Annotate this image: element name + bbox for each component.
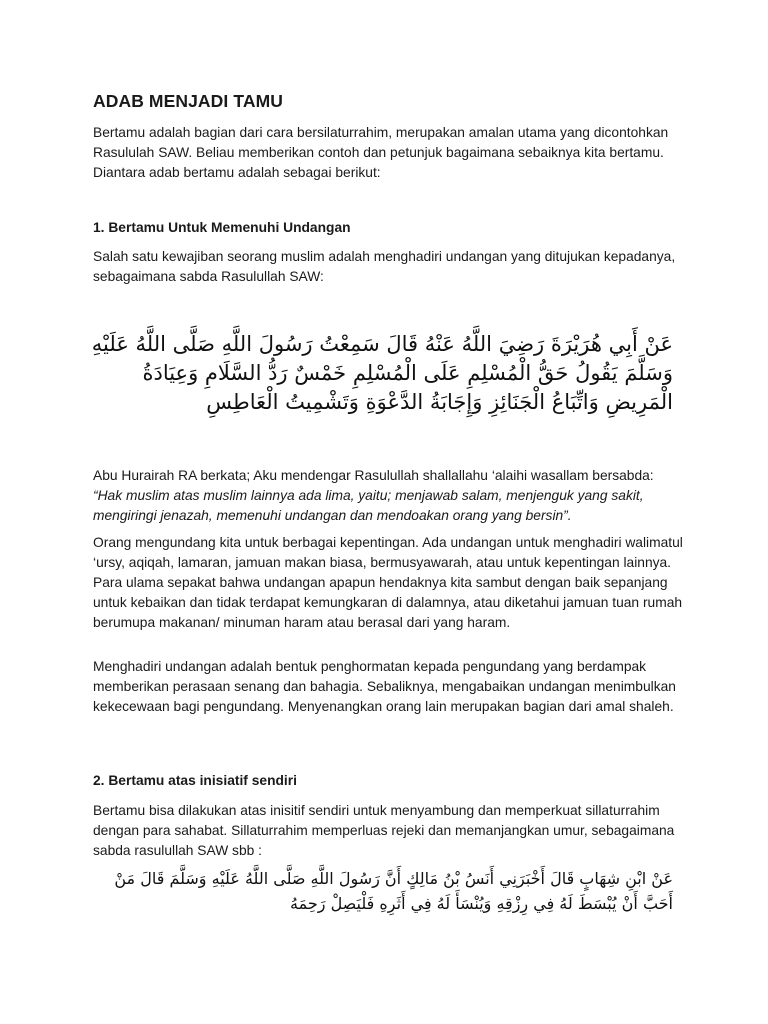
- hadith-arabic-1: عَنْ أَبِي هُرَيْرَةَ رَضِيَ اللَّهُ عَنْهُ قَالَ سَمِعْتُ رَسُولَ اللَّهِ صَلَّى اللَّهُ عَلَيْهِ وَسَلَّمَ يَقُولُ حَقُّ الْمُسْلِمِ عَلَى الْمُسْلِمِ خَمْسٌ رَدُّ السَّلَامِ وَعِيَادَةُ الْمَرِيضِ وَاتِّبَاعُ الْجَنَائِزِ وَإِجَابَةُ الدَّعْوَةِ وَتَشْمِيتُ الْعَاطِسِ: [91, 332, 673, 414]
- intro-paragraph: Bertamu adalah bagian dari cara bersilaturrahim, merupakan amalan utama yang dicontohkan Rasululah SAW. Beliau memberikan contoh dan petunjuk bagaimana sebaiknya kita bertamu. Diantara adab bertamu adalah sebagai berikut:: [93, 125, 669, 180]
- document-title: ADAB MENJADI TAMU: [93, 91, 283, 111]
- section-1-paragraph-1: Salah satu kewajiban seorang muslim adalah menghadiri undangan yang ditujukan kepadanya, sebagaimana sabda Rasulullah SAW:: [93, 249, 676, 284]
- section-1-paragraph-3: Menghadiri undangan adalah bentuk penghormatan kepada pengundang yang berdampak memberikan perasaan senang dan bahagia. Sebaliknya, mengabaikan undangan menimbulkan kekecewaan bagi pengundang. Menyenangkan orang lain merupakan bagian dari amal shaleh.: [93, 659, 676, 714]
- translation-quote: “Hak muslim atas muslim lainnya ada lima, yaitu; menjawab salam, menjenguk yang sakit, mengiringi jenazah, memenuhi undangan dan mendoakan orang yang bersin”.: [93, 488, 644, 523]
- translation-lead: Abu Hurairah RA berkata; Aku mendengar Rasulullah shallallahu ‘alaihi wasallam bersabda:: [93, 468, 654, 483]
- section-2-heading: 2. Bertamu atas inisiatif sendiri: [93, 773, 297, 788]
- section-2-paragraph-1: Bertamu bisa dilakukan atas inisitif sendiri untuk menyambung dan memperkuat sillaturrahim dengan para sahabat. Sillaturrahim memperluas rejeki dan memanjangkan umur, sebagaimana sabda rasulullah SAW sbb :: [93, 803, 675, 858]
- section-1-heading: 1. Bertamu Untuk Memenuhi Undangan: [93, 220, 351, 235]
- section-1-paragraph-2: Orang mengundang kita untuk berbagai kepentingan. Ada undangan untuk menghadiri walimatul ‘ursy, aqiqah, lamaran, jamuan makan biasa, bermusyawarah, atau untuk kepentingan lainnya. Para ulama sepakat bahwa undangan apapun hendaknya kita sambut dengan baik sepanjang untuk kebaikan dan tidak terdapat kemungkaran di dalamnya, atau diketahui jamuan tuan rumah berumupa makanan/ minuman haram atau berasal dari yang haram.: [93, 535, 683, 630]
- hadith-translation: [93, 466, 683, 526]
- hadith-arabic-2: عَنْ ابْنِ شِهَابٍ قَالَ أَخْبَرَنِي أَنَسُ بْنُ مَالِكٍ أَنَّ رَسُولَ اللَّهِ صَلَّى اللَّهُ عَلَيْهِ وَسَلَّمَ قَالَ مَنْ أَحَبَّ أَنْ يُبْسَطَ لَهُ فِي رِزْقِهِ وَيُنْسَأَ لَهُ فِي أَثَرِهِ فَلْيَصِلْ رَحِمَهُ: [114, 869, 673, 913]
